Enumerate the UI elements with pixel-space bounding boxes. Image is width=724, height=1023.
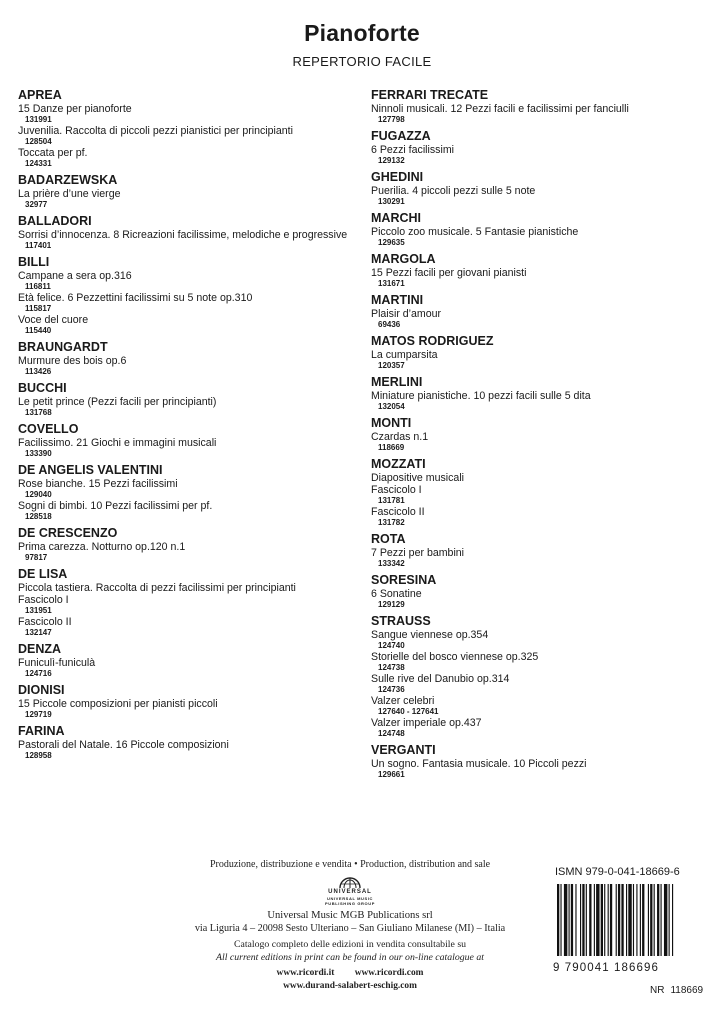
barcode-bar bbox=[594, 884, 595, 956]
composer-entry bbox=[18, 88, 358, 169]
catalogue-number-label: NR bbox=[650, 985, 665, 996]
work-title: Sogni di bimbi. 10 Pezzi facilissimi per pf. bbox=[18, 500, 213, 512]
catalogue-code: 129040 bbox=[25, 490, 52, 499]
right-column bbox=[371, 84, 711, 782]
work-title: Un sogno. Fantasia musicale. 10 Piccoli pezzi bbox=[371, 758, 587, 770]
composer-entry bbox=[18, 340, 358, 377]
catalogue-code: 129635 bbox=[378, 238, 405, 247]
website-link-ricordi-it[interactable]: www.ricordi.it bbox=[276, 968, 335, 978]
page-subtitle: REPERTORIO FACILE bbox=[292, 54, 432, 69]
work-title: Campane a sera op.316 bbox=[18, 270, 132, 282]
work-title: La cumparsita bbox=[371, 349, 438, 361]
composer-name: COVELLO bbox=[18, 422, 79, 436]
catalogue-number bbox=[650, 985, 703, 996]
catalogue-code: 131991 bbox=[25, 115, 52, 124]
composer-entry bbox=[18, 724, 358, 761]
composer-name: FUGAZZA bbox=[371, 129, 431, 143]
composer-name: ROTA bbox=[371, 532, 406, 546]
composer-name: DENZA bbox=[18, 642, 62, 656]
work-title: Pastorali del Natale. 16 Piccole composizioni bbox=[18, 739, 229, 751]
website-link-ricordi-com[interactable]: www.ricordi.com bbox=[354, 968, 424, 978]
composer-name: DE LISA bbox=[18, 567, 68, 581]
composer-entry bbox=[371, 252, 711, 289]
catalogue-code: 32977 bbox=[25, 200, 48, 209]
catalogue-code: 128958 bbox=[25, 751, 52, 760]
barcode-bar bbox=[616, 884, 617, 956]
barcode-bar bbox=[628, 884, 631, 956]
barcode-bars bbox=[553, 884, 703, 956]
barcode-bar bbox=[654, 884, 655, 956]
work-title: Fascicolo II bbox=[18, 616, 72, 628]
catalogue-code: 118669 bbox=[378, 443, 405, 452]
catalogue-code: 131782 bbox=[378, 518, 405, 527]
catalogue-code: 124748 bbox=[378, 729, 405, 738]
composer-entry bbox=[371, 416, 711, 453]
barcode-bar bbox=[564, 884, 567, 956]
barcode-bar bbox=[640, 884, 641, 956]
barcode-bar bbox=[580, 884, 581, 956]
publisher-footer bbox=[180, 858, 520, 993]
work-title: Piccolo zoo musicale. 5 Fantasie pianistiche bbox=[371, 226, 579, 238]
barcode-bar bbox=[586, 884, 587, 956]
composer-name: MARGOLA bbox=[371, 252, 436, 266]
barcode-bar bbox=[569, 884, 570, 956]
barcode-bar bbox=[648, 884, 649, 956]
composer-entry bbox=[371, 614, 711, 739]
barcode-bar bbox=[642, 884, 644, 956]
page-title: Pianoforte bbox=[304, 20, 420, 46]
composer-name: APREA bbox=[18, 88, 62, 102]
composer-entry bbox=[371, 573, 711, 610]
work-title: Rose bianche. 15 Pezzi facilissimi bbox=[18, 478, 178, 490]
barcode-bar bbox=[664, 884, 667, 956]
barcode-bar bbox=[571, 884, 573, 956]
catalogue-number-value: 118669 bbox=[670, 985, 704, 996]
barcode-bar bbox=[601, 884, 603, 956]
work-title: Diapositive musicali bbox=[371, 472, 465, 484]
catalogue-code: 129129 bbox=[378, 600, 405, 609]
work-title: Sulle rive del Danubio op.314 bbox=[371, 673, 510, 685]
barcode-bar bbox=[582, 884, 584, 956]
composer-name: SORESINA bbox=[371, 573, 437, 587]
universal-logo bbox=[315, 875, 385, 906]
work-title: Età felice. 6 Pezzettini facilissimi su 5 note op.310 bbox=[18, 292, 253, 304]
barcode-bar bbox=[618, 884, 620, 956]
logo-wordmark: UNIVERSAL bbox=[328, 889, 372, 895]
composer-entry bbox=[18, 463, 358, 522]
catalogue-code: 124738 bbox=[378, 663, 405, 672]
composer-entry bbox=[371, 293, 711, 330]
composer-name: BADARZEWSKA bbox=[18, 173, 118, 187]
composer-name: DE CRESCENZO bbox=[18, 526, 118, 540]
composer-entry bbox=[18, 255, 358, 336]
catalogue-code: 131671 bbox=[378, 279, 405, 288]
composer-name: MARCHI bbox=[371, 211, 421, 225]
composer-name: STRAUSS bbox=[371, 614, 431, 628]
catalogue-code: 131781 bbox=[378, 496, 405, 505]
barcode-bar bbox=[626, 884, 627, 956]
catalogue-code: 128518 bbox=[25, 512, 52, 521]
barcode-bar bbox=[672, 884, 673, 956]
composer-entry bbox=[371, 170, 711, 207]
composer-name: BALLADORI bbox=[18, 214, 92, 228]
logo-subtext: UNIVERSAL MUSIC PUBLISHING GROUP bbox=[324, 896, 376, 906]
composer-entry bbox=[18, 683, 358, 720]
catalogue-code: 116811 bbox=[25, 282, 51, 291]
composer-entry bbox=[371, 334, 711, 371]
composer-name: MOZZATI bbox=[371, 457, 426, 471]
work-title: Fascicolo II bbox=[371, 506, 425, 518]
catalogue-code: 124736 bbox=[378, 685, 405, 694]
composer-name: FERRARI TRECATE bbox=[371, 88, 489, 102]
work-title: 15 Danze per pianoforte bbox=[18, 103, 132, 115]
composer-entry bbox=[18, 381, 358, 418]
work-title: Storielle del bosco viennese op.325 bbox=[371, 651, 539, 663]
website-link-durand[interactable]: www.durand-salabert-eschig.com bbox=[283, 981, 417, 991]
publisher-address: via Liguria 4 – 20098 Sesto Ulteriano – San Giuliano Milanese (MI) – Italia bbox=[194, 923, 506, 934]
catalogue-code: 133390 bbox=[25, 449, 52, 458]
work-title: Le petit prince (Pezzi facili per principianti) bbox=[18, 396, 217, 408]
catalogue-note-en: All current editions in print can be found in our on-line catalogue at bbox=[216, 951, 484, 963]
work-title: 7 Pezzi per bambini bbox=[371, 547, 465, 559]
catalogue-code: 115440 bbox=[25, 326, 52, 335]
catalogue-code: 130291 bbox=[378, 197, 405, 206]
left-column bbox=[18, 84, 358, 763]
catalogue-code: 129132 bbox=[378, 156, 405, 165]
catalogue-code: 131768 bbox=[25, 408, 52, 417]
barcode-bar bbox=[669, 884, 670, 956]
composer-name: BUCCHI bbox=[18, 381, 67, 395]
composer-name: FARINA bbox=[18, 724, 65, 738]
work-title: Funiculì-funiculà bbox=[18, 657, 96, 669]
work-title: 15 Piccole composizioni per pianisti piccoli bbox=[18, 698, 218, 710]
composer-entry bbox=[18, 173, 358, 210]
barcode bbox=[553, 884, 703, 974]
barcode-digits: 9 790041 186696 bbox=[553, 962, 660, 974]
catalogue-code: 124331 bbox=[25, 159, 52, 168]
catalogue-note-it: Catalogo completo delle edizioni in vendita consultabile su bbox=[233, 939, 467, 950]
composer-name: MERLINI bbox=[371, 375, 423, 389]
work-title: Murmure des bois op.6 bbox=[18, 355, 127, 367]
composer-name: BRAUNGARDT bbox=[18, 340, 108, 354]
catalogue-code: 120357 bbox=[378, 361, 405, 370]
composer-name: MARTINI bbox=[371, 293, 424, 307]
composer-name: MATOS RODRIGUEZ bbox=[371, 334, 494, 348]
composer-entry bbox=[18, 214, 358, 251]
work-title: Facilissimo. 21 Giochi e immagini musicali bbox=[18, 437, 217, 449]
globe-icon bbox=[338, 875, 362, 889]
composer-entry bbox=[371, 457, 711, 528]
composer-entry bbox=[371, 88, 711, 125]
work-title: Puerilia. 4 piccoli pezzi sulle 5 note bbox=[371, 185, 536, 197]
publisher-name: Universal Music MGB Publications srl bbox=[267, 910, 433, 921]
work-title: Sangue viennese op.354 bbox=[371, 629, 489, 641]
composer-name: GHEDINI bbox=[371, 170, 424, 184]
catalogue-code: 127640 - 127641 bbox=[378, 707, 439, 716]
composer-entry bbox=[371, 129, 711, 166]
work-title: Fascicolo I bbox=[371, 484, 422, 496]
catalogue-code: 127798 bbox=[378, 115, 405, 124]
catalogue-code: 131951 bbox=[25, 606, 52, 615]
composer-name: DIONISI bbox=[18, 683, 65, 697]
work-title: Voce del cuore bbox=[18, 314, 89, 326]
composer-entry bbox=[371, 743, 711, 780]
work-title: Piccola tastiera. Raccolta di pezzi facilissimi per principianti bbox=[18, 582, 296, 594]
barcode-bar bbox=[560, 884, 561, 956]
catalogue-code: 129661 bbox=[378, 770, 405, 779]
catalogue-code: 113426 bbox=[25, 367, 52, 376]
barcode-bar bbox=[557, 884, 559, 956]
composer-entry bbox=[371, 375, 711, 412]
catalogue-code: 97817 bbox=[25, 553, 48, 562]
composer-name: MONTI bbox=[371, 416, 412, 430]
catalogue-code: 132147 bbox=[25, 628, 52, 637]
barcode-bar bbox=[661, 884, 662, 956]
work-title: Sorrisi d’innocenza. 8 Ricreazioni facilissime, melodiche e progressive bbox=[18, 229, 348, 241]
barcode-bar bbox=[575, 884, 576, 956]
barcode-bar bbox=[589, 884, 591, 956]
work-title: Fascicolo I bbox=[18, 594, 69, 606]
catalogue-code: 132054 bbox=[378, 402, 405, 411]
composer-name: VERGANTI bbox=[371, 743, 436, 757]
work-title: Plaisir d’amour bbox=[371, 308, 442, 320]
catalogue-code: 117401 bbox=[25, 241, 52, 250]
composer-entry bbox=[18, 422, 358, 459]
work-title: Miniature pianistiche. 10 pezzi facili sulle 5 dita bbox=[371, 390, 591, 402]
catalogue-code: 124740 bbox=[378, 641, 405, 650]
barcode-bar bbox=[636, 884, 637, 956]
barcode-bar bbox=[596, 884, 599, 956]
composer-entry bbox=[18, 642, 358, 679]
barcode-bar bbox=[657, 884, 659, 956]
ismn-number: ISMN 979-0-041-18669-6 bbox=[555, 866, 680, 878]
composer-entry bbox=[371, 211, 711, 248]
work-title: Prima carezza. Notturno op.120 n.1 bbox=[18, 541, 186, 553]
work-title: 6 Pezzi facilissimi bbox=[371, 144, 455, 156]
work-title: La prière d’une vierge bbox=[18, 188, 121, 200]
work-title: Valzer celebri bbox=[371, 695, 435, 707]
catalogue-code: 69436 bbox=[378, 320, 401, 329]
composer-entry bbox=[371, 532, 711, 569]
work-title: Valzer imperiale op.437 bbox=[371, 717, 482, 729]
catalogue-code: 129719 bbox=[25, 710, 52, 719]
website-links-row bbox=[180, 967, 520, 980]
catalogue-code: 133342 bbox=[378, 559, 405, 568]
work-title: 15 Pezzi facili per giovani pianisti bbox=[371, 267, 527, 279]
barcode-bar bbox=[604, 884, 605, 956]
work-title: 6 Sonatine bbox=[371, 588, 422, 600]
catalogue-code: 124716 bbox=[25, 669, 52, 678]
barcode-bar bbox=[608, 884, 609, 956]
work-title: Czardas n.1 bbox=[371, 431, 429, 443]
catalogue-code: 115817 bbox=[25, 304, 52, 313]
work-title: Juvenilia. Raccolta di piccoli pezzi pianistici per principianti bbox=[18, 125, 293, 137]
barcode-bar bbox=[621, 884, 623, 956]
production-line: Produzione, distribuzione e vendita • Production, distribution and sale bbox=[209, 859, 491, 870]
barcode-bar bbox=[610, 884, 612, 956]
composer-name: BILLI bbox=[18, 255, 50, 269]
composer-entry bbox=[18, 526, 358, 563]
work-title: Toccata per pf. bbox=[18, 147, 88, 159]
catalogue-code: 128504 bbox=[25, 137, 52, 146]
barcode-bar bbox=[633, 884, 634, 956]
work-title: Ninnoli musicali. 12 Pezzi facili e facilissimi per fanciulli bbox=[371, 103, 629, 115]
barcode-bar bbox=[650, 884, 652, 956]
composer-name: DE ANGELIS VALENTINI bbox=[18, 463, 163, 477]
composer-entry bbox=[18, 567, 358, 638]
